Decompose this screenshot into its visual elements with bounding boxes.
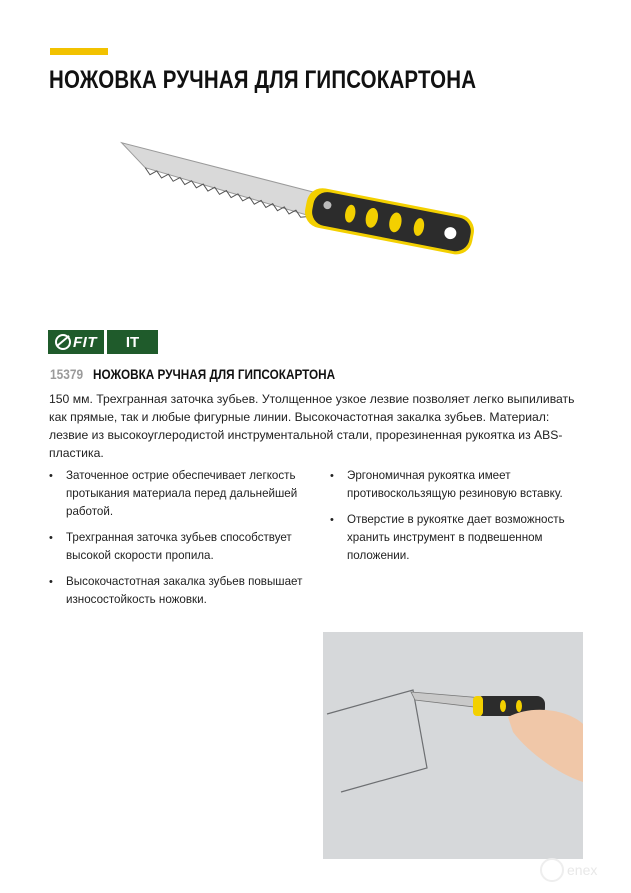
bullet-icon: • bbox=[330, 470, 334, 482]
feature-text: Эргономичная рукоятка имеет противоскользящую резиновую вставку. bbox=[347, 469, 563, 500]
feature-item bbox=[49, 467, 314, 521]
category-badge: IT bbox=[107, 330, 158, 354]
feature-item bbox=[330, 467, 590, 503]
brand-name: FIT bbox=[73, 333, 97, 351]
brand-logo-badge bbox=[48, 330, 104, 354]
watermark bbox=[540, 858, 597, 882]
usage-photo bbox=[323, 632, 583, 859]
bullet-icon: • bbox=[49, 576, 53, 588]
features-list-left bbox=[49, 467, 314, 617]
title-accent-bar bbox=[50, 48, 108, 55]
feature-item bbox=[49, 529, 314, 565]
brand-mark-icon bbox=[55, 334, 71, 350]
feature-text: Трехгранная заточка зубьев способствует высокой скорости пропила. bbox=[66, 531, 292, 562]
brand-badges bbox=[48, 330, 158, 354]
feature-item bbox=[49, 573, 314, 609]
bullet-icon: • bbox=[49, 470, 53, 482]
product-sku: 15379 bbox=[50, 366, 84, 382]
product-description: 150 мм. Трехгранная заточка зубьев. Утолщенное узкое лезвие позволяет легко выпиливать как прямые, так и любые фигурные линии. Высокочастотная закалка зубьев. Материал: лезвие из высокоуглеродистой инструментальной стали, прорезиненная рукоятка из ABS-пластика. bbox=[49, 392, 575, 460]
bullet-icon: • bbox=[49, 532, 53, 544]
feature-text: Высокочастотная закалка зубьев повышает износостойкость ножовки. bbox=[66, 575, 303, 606]
watermark-text: enex bbox=[567, 862, 598, 878]
product-heading bbox=[50, 366, 381, 382]
bullet-icon: • bbox=[330, 514, 334, 526]
feature-text: Отверстие в рукоятке дает возможность хранить инструмент в подвешенном положении. bbox=[347, 513, 565, 562]
watermark-ring-icon bbox=[540, 858, 564, 882]
feature-text: Заточенное острие обеспечивает легкость протыкания материала перед дальнейшей работой. bbox=[66, 469, 298, 518]
feature-item bbox=[330, 511, 590, 565]
saw-product-image bbox=[100, 140, 490, 280]
features-list-right bbox=[330, 467, 590, 573]
product-name: НОЖОВКА РУЧНАЯ ДЛЯ ГИПСОКАРТОНА bbox=[92, 366, 336, 382]
page-title: НОЖОВКА РУЧНАЯ ДЛЯ ГИПСОКАРТОНА bbox=[49, 66, 477, 94]
